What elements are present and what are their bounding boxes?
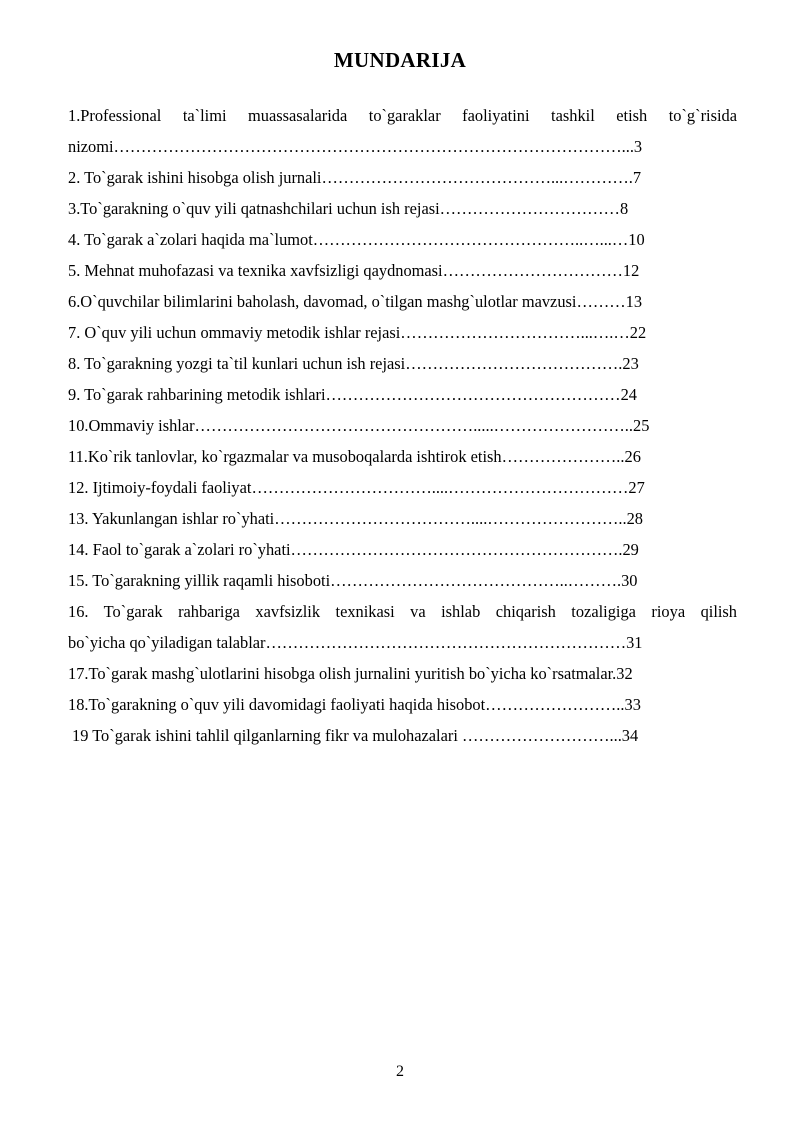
toc-line: 15. To`garakning yillik raqamli hisoboti……………………………………..……….30 — [68, 571, 638, 590]
toc-line: 18.To`garakning o`quv yili davomidagi faoliyati haqida hisobot……………………..33 — [68, 695, 641, 714]
toc-line: 1.Professional ta`limi muassasalarida to`garaklar faoliyatini tashkil etish to`g`risida — [68, 106, 737, 125]
toc-line: 16. To`garak rahbariga xavfsizlik texnikasi va ishlab chiqarish tozaligiga rioya qilish — [68, 602, 737, 621]
toc-line: 9. To`garak rahbarining metodik ishlari………………………………………………24 — [68, 385, 637, 404]
toc-line: 19 To`garak ishini tahlil qilganlarning fikr va mulohazalari ………………………...34 — [72, 726, 639, 745]
toc-line: 13. Yakunlangan ishlar ro`yhati………………………………....……………………..28 — [68, 509, 644, 528]
toc-line: 8. To`garakning yozgi ta`til kunlari uchun ish rejasi………………………………….23 — [68, 354, 639, 373]
toc-line: 6.O`quvchilar bilimlarini baholash, davomad, o`tilgan mashg`ulotlar mavzusi………13 — [68, 292, 643, 311]
table-of-contents — [68, 100, 737, 751]
toc-line: bo`yicha qo`yiladigan talablar…………………………………………………………31 — [68, 633, 643, 652]
page-title: MUNDARIJA — [333, 48, 467, 72]
toc-line: 2. To`garak ishini hisobga olish jurnali……………………………………...………….7 — [68, 168, 642, 187]
toc-line: 12. Ijtimoiy-foydali faoliyat……………………………....……………………………27 — [68, 478, 645, 497]
toc-line: nizomi…………………………………………………………………………………...3 — [68, 137, 643, 156]
toc-line: 7. O`quv yili uchun ommaviy metodik ishlar rejasi……………………………...….…22 — [68, 323, 647, 342]
page-number: 2 — [396, 1063, 404, 1080]
toc-line: 10.Ommaviy ishlar…………………………………………….....……………………..25 — [68, 416, 650, 435]
toc-line: 14. Faol to`garak a`zolari ro`yhati…………………………………………………….29 — [68, 540, 639, 559]
toc-line: 17.To`garak mashg`ulotlarini hisobga olish jurnalini yuritish bo`yicha ko`rsatmalar.32 — [68, 664, 633, 683]
toc-line: 4. To`garak a`zolari haqida ma`lumot…………………………………………..…...…10 — [68, 230, 645, 249]
toc-line: 5. Mehnat muhofazasi va texnika xavfsizligi qaydnomasi……………………………12 — [68, 261, 640, 280]
toc-line: 11.Ko`rik tanlovlar, ko`rgazmalar va musoboqalarda ishtirok etish…………………..26 — [68, 447, 641, 466]
toc-line: 3.To`garakning o`quv yili qatnashchilari uchun ish rejasi……………………………8 — [68, 199, 629, 218]
